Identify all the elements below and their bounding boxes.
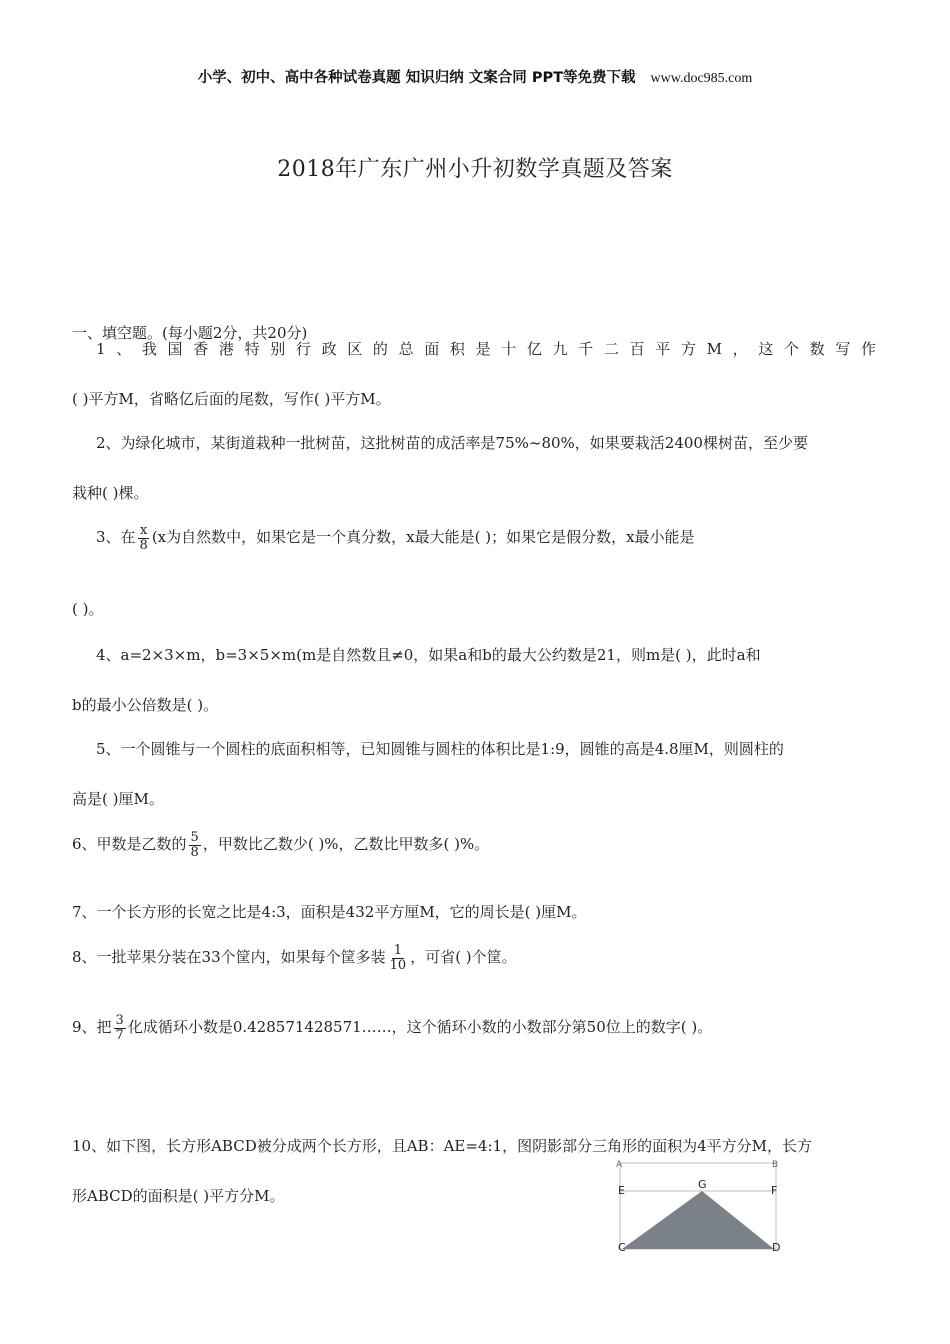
question-1-line2: ( )平方M，省略亿后面的尾数，写作( )平方M。 [72, 390, 391, 408]
question-8-prefix: 8、一批苹果分装在33个筐内，如果每个筐多装 [72, 948, 386, 967]
question-6-prefix: 6、甲数是乙数的 [72, 835, 187, 854]
label-b: B [772, 1160, 779, 1170]
fraction-denominator: 8 [139, 537, 148, 553]
question-3-suffix: (x为自然数中，如果它是一个真分数，x最大能是( )；如果它是假分数，x最小能是 [151, 528, 695, 547]
question-9 [72, 1014, 712, 1042]
question-1-line1: 1、我国香港特别行政区的总面积是十亿九千二百平方M，这个数写作 [96, 340, 876, 358]
question-4-line1: 4、a=2×3×m，b=3×5×m(m是自然数且≠0，如果a和b的最大公约数是21，则m是( )，此时a和 [96, 646, 761, 664]
question-8-suffix: ，可省( )个筐。 [410, 948, 517, 967]
label-e: E [618, 1184, 625, 1197]
question-10-line2: 形ABCD的面积是( )平方分M。 [72, 1187, 285, 1205]
fraction-x-over-8 [138, 524, 150, 552]
rectangle-figure [612, 1155, 792, 1255]
fraction-3-over-7 [114, 1014, 126, 1042]
page-title: 2018年广东广州小升初数学真题及答案 [277, 157, 673, 182]
shaded-triangle [622, 1191, 774, 1249]
fraction-denominator: 7 [115, 1027, 124, 1043]
label-f: F [771, 1184, 778, 1197]
question-8 [72, 944, 517, 972]
label-d: D [772, 1241, 781, 1254]
fraction-numerator: x [140, 523, 148, 538]
question-3-line1 [96, 524, 695, 552]
label-a: A [616, 1160, 623, 1170]
question-5-line2: 高是( )厘M。 [72, 790, 164, 808]
question-3-line2: ( )。 [72, 600, 104, 618]
question-9-suffix: 化成循环小数是0.428571428571……，这个循环小数的小数部分第50位上的数字( )。 [127, 1018, 713, 1037]
question-6 [72, 831, 489, 859]
fraction-numerator: 3 [115, 1013, 124, 1028]
question-7: 7、一个长方形的长宽之比是4:3，面积是432平方厘M，它的周长是( )厘M。 [72, 903, 587, 921]
fraction-denominator: 8 [190, 844, 199, 860]
question-10-line1: 10、如下图，长方形ABCD被分成两个长方形，且AB：AE=4:1，图阴影部分三角形的面积为4平方分M，长方 [72, 1137, 812, 1155]
fraction-1-over-10 [388, 944, 409, 972]
fraction-numerator: 5 [190, 830, 199, 845]
header-text: 小学、初中、高中各种试卷真题 知识归纳 文案合同 PPT等免费下载 [197, 70, 636, 86]
question-6-suffix: ，甲数比乙数少( )%，乙数比甲数多( )%。 [202, 835, 490, 854]
fraction-denominator: 10 [389, 957, 407, 973]
question-2-line1: 2、为绿化城市，某街道栽种一批树苗，这批树苗的成活率是75%~80%，如果要栽活2400棵树苗，至少要 [96, 434, 808, 452]
question-3-prefix: 3、在 [96, 528, 136, 547]
fraction-5-over-8 [189, 831, 201, 859]
question-4-line2: b的最小公倍数是( )。 [72, 696, 219, 714]
rectangle-diagram [612, 1155, 792, 1255]
question-5-line1: 5、一个圆锥与一个圆柱的底面积相等，已知圆锥与圆柱的体积比是1:9，圆锥的高是4.8厘M，则圆柱的 [96, 740, 784, 758]
header-url[interactable]: www.doc985.com [650, 71, 753, 86]
fraction-numerator: 1 [393, 943, 403, 958]
label-g: G [698, 1178, 707, 1191]
page-header [0, 66, 950, 87]
question-2-line2: 栽种( )棵。 [72, 484, 149, 502]
section-heading: 一、填空题。(每小题2分，共20分) [72, 324, 308, 342]
label-c: C [618, 1241, 626, 1254]
question-9-prefix: 9、把 [72, 1018, 112, 1037]
